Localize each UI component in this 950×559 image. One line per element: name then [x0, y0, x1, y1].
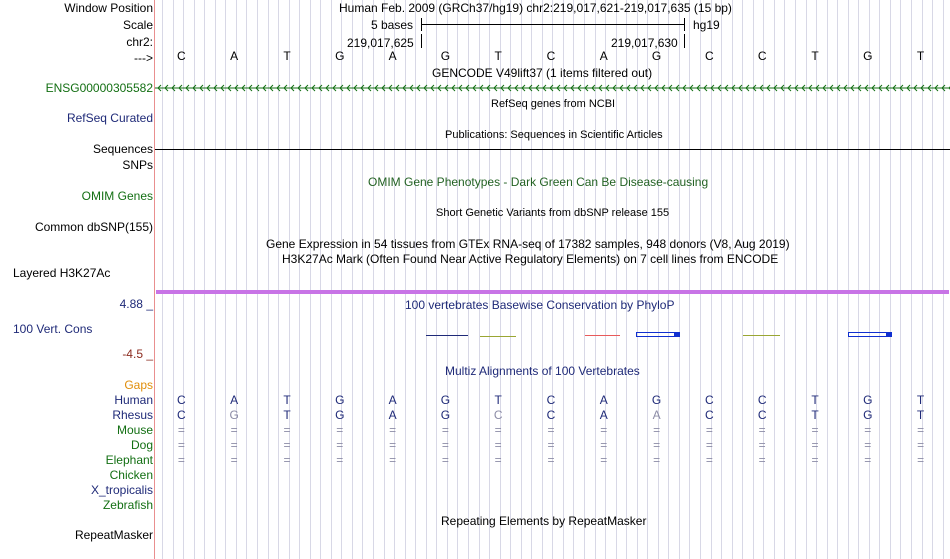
- mouse-alignment-base: =: [653, 423, 661, 437]
- rhesus-alignment-base: G: [229, 408, 239, 422]
- rhesus-alignment-base: C: [705, 408, 714, 422]
- repeatmasker-track-title: Repeating Elements by RepeatMasker: [441, 514, 647, 528]
- mouse-alignment-base: =: [336, 423, 344, 437]
- label-window-position: Window Position: [64, 1, 153, 15]
- label-layered-h3k27ac[interactable]: Layered H3K27Ac: [13, 266, 111, 280]
- sequence-base: T: [916, 49, 925, 63]
- elephant-alignment-base: =: [705, 453, 713, 467]
- rhesus-alignment-base: G: [863, 408, 873, 422]
- label-human[interactable]: Human: [114, 393, 153, 407]
- dog-alignment-base: =: [758, 438, 766, 452]
- label-strand-arrow: --->: [134, 51, 153, 65]
- mouse-alignment-base: =: [389, 423, 397, 437]
- dog-alignment-base: =: [283, 438, 291, 452]
- label-gene-id[interactable]: ENSG00000305582: [45, 81, 153, 95]
- rhesus-alignment-base: A: [388, 408, 397, 422]
- mouse-alignment-base: =: [864, 423, 872, 437]
- sequence-base: G: [335, 49, 345, 63]
- mouse-alignment-base: =: [547, 423, 555, 437]
- sequence-base: G: [440, 49, 451, 63]
- label-omim-genes[interactable]: OMIM Genes: [81, 189, 153, 203]
- mouse-alignment-base: =: [917, 423, 925, 437]
- multiz-track-title: Multiz Alignments of 100 Vertebrates: [445, 364, 640, 378]
- phylop-bar: [426, 335, 468, 336]
- ruler-tick-left: [421, 34, 422, 48]
- assembly-label: hg19: [693, 18, 720, 32]
- elephant-alignment-base: =: [389, 453, 397, 467]
- scale-bar-right-tick: [684, 18, 685, 31]
- dog-alignment-base: =: [547, 438, 555, 452]
- rhesus-alignment-base: T: [916, 408, 925, 422]
- scale-bar: [421, 24, 684, 25]
- scale-bar-left-tick: [421, 18, 422, 31]
- mouse-alignment-base: =: [705, 423, 713, 437]
- h3k27ac-track-title: H3K27Ac Mark (Often Found Near Active Regulatory Elements) on 7 cell lines from ENCODE: [282, 252, 779, 266]
- phylop-track-title: 100 vertebrates Basewise Conservation by PhyloP: [405, 298, 675, 312]
- elephant-alignment-base: =: [758, 453, 766, 467]
- dbsnp-track-title: Short Genetic Variants from dbSNP release 155: [436, 207, 670, 219]
- ruler-tick-right: [684, 34, 685, 48]
- label-gaps[interactable]: Gaps: [124, 378, 153, 392]
- label-mouse[interactable]: Mouse: [116, 423, 153, 437]
- sequence-base: T: [494, 49, 502, 63]
- rhesus-alignment-base: T: [283, 408, 291, 422]
- sequence-base: G: [863, 49, 873, 63]
- mouse-alignment-base: =: [283, 423, 291, 437]
- mouse-alignment-base: =: [230, 423, 238, 437]
- human-alignment-base: C: [177, 393, 186, 407]
- human-alignment-base: G: [335, 393, 345, 407]
- dog-alignment-base: =: [864, 438, 872, 452]
- dog-alignment-base: =: [653, 438, 661, 452]
- dog-alignment-base: =: [336, 438, 344, 452]
- label-chicken[interactable]: Chicken: [109, 468, 153, 482]
- gtex-track-title: Gene Expression in 54 tissues from GTEx RNA-seq of 17382 samples, 948 donors (V8, Aug 2019): [266, 237, 790, 251]
- window-position-title: Human Feb. 2009 (GRCh37/hg19) chr2:219,017,621-219,017,635 (15 bp): [339, 1, 732, 15]
- human-alignment-base: T: [283, 393, 291, 407]
- sequence-base: C: [705, 49, 714, 63]
- dog-alignment-base: =: [494, 438, 502, 452]
- label-cons-max: 4.88 _: [119, 297, 153, 311]
- label-rhesus[interactable]: Rhesus: [112, 408, 153, 422]
- rhesus-alignment-base: C: [177, 408, 186, 422]
- dog-alignment-base: =: [917, 438, 925, 452]
- sequence-base: T: [811, 49, 819, 63]
- label-sequences[interactable]: Sequences: [92, 142, 153, 156]
- rhesus-alignment-base: A: [599, 408, 608, 422]
- scale-text: 5 bases: [371, 18, 414, 32]
- rhesus-alignment-base: C: [493, 408, 503, 422]
- gene-model-arrows[interactable]: [155, 83, 950, 93]
- label-x-tropicalis[interactable]: X_tropicalis: [90, 483, 153, 497]
- label-dog[interactable]: Dog: [130, 438, 153, 452]
- mouse-alignment-base: =: [758, 423, 766, 437]
- human-alignment-base: G: [440, 393, 451, 407]
- sequence-base: T: [283, 49, 291, 63]
- elephant-alignment-base: =: [547, 453, 555, 467]
- dog-alignment-base: =: [600, 438, 608, 452]
- human-alignment-base: G: [651, 393, 662, 407]
- label-cons-min: -4.5 _: [122, 347, 153, 361]
- rhesus-alignment-base: G: [440, 408, 451, 422]
- gencode-track-title: GENCODE V49lift37 (1 items filtered out): [432, 66, 653, 80]
- sequence-base: C: [757, 49, 767, 63]
- phylop-bar: [743, 335, 780, 336]
- sequence-base: C: [546, 49, 556, 63]
- omim-track-title: OMIM Gene Phenotypes - Dark Green Can Be Disease-causing: [368, 175, 709, 189]
- human-alignment-base: C: [705, 393, 714, 407]
- sequence-base: C: [177, 49, 186, 63]
- mouse-alignment-base: =: [811, 423, 819, 437]
- human-alignment-base: A: [230, 393, 239, 407]
- elephant-alignment-base: =: [177, 453, 185, 467]
- dog-alignment-base: =: [705, 438, 713, 452]
- mouse-alignment-base: =: [441, 423, 449, 437]
- human-alignment-base: T: [916, 393, 925, 407]
- human-alignment-base: T: [494, 393, 502, 407]
- dog-alignment-base: =: [177, 438, 185, 452]
- rhesus-alignment-base: T: [811, 408, 819, 422]
- label-100-vert-cons[interactable]: 100 Vert. Cons: [13, 322, 93, 336]
- dog-alignment-base: =: [441, 438, 449, 452]
- phylop-bar: [585, 335, 620, 336]
- label-common-dbsnp[interactable]: Common dbSNP(155): [34, 220, 153, 234]
- sequence-base: G: [651, 49, 662, 63]
- publications-track-title: Publications: Sequences in Scientific Articles: [445, 129, 663, 141]
- h3k27ac-signal-bar[interactable]: [156, 290, 949, 294]
- refseq-track-title: RefSeq genes from NCBI: [491, 98, 616, 110]
- rhesus-alignment-base: C: [757, 408, 767, 422]
- human-alignment-base: C: [757, 393, 767, 407]
- sequence-base: A: [230, 49, 239, 63]
- dog-alignment-base: =: [389, 438, 397, 452]
- human-alignment-base: C: [546, 393, 556, 407]
- phylop-bar: [636, 332, 680, 338]
- human-alignment-base: A: [388, 393, 397, 407]
- rhesus-alignment-base: G: [335, 408, 345, 422]
- label-repeatmasker[interactable]: RepeatMasker: [74, 528, 153, 542]
- rhesus-alignment-base: A: [652, 408, 661, 422]
- elephant-alignment-base: =: [336, 453, 344, 467]
- human-alignment-base: T: [811, 393, 819, 407]
- sequence-base: A: [388, 49, 397, 63]
- label-elephant[interactable]: Elephant: [105, 453, 153, 467]
- human-alignment-base: G: [863, 393, 873, 407]
- human-alignment-base: A: [599, 393, 608, 407]
- sequences-line: [155, 149, 950, 150]
- mouse-alignment-base: =: [494, 423, 502, 437]
- sequence-base: A: [599, 49, 608, 63]
- rhesus-alignment-base: C: [546, 408, 556, 422]
- dog-alignment-base: =: [811, 438, 819, 452]
- elephant-alignment-base: =: [864, 453, 872, 467]
- phylop-bar: [848, 332, 892, 338]
- elephant-alignment-base: =: [811, 453, 819, 467]
- elephant-alignment-base: =: [441, 453, 449, 467]
- ruler-position-right: 219,017,630: [611, 36, 678, 50]
- elephant-alignment-base: =: [600, 453, 608, 467]
- label-snps[interactable]: SNPs: [122, 158, 153, 172]
- phylop-bar: [480, 336, 516, 337]
- elephant-alignment-base: =: [917, 453, 925, 467]
- label-chr: chr2:: [126, 35, 153, 49]
- label-refseq-curated[interactable]: RefSeq Curated: [66, 111, 153, 125]
- mouse-alignment-base: =: [177, 423, 185, 437]
- mouse-alignment-base: =: [600, 423, 608, 437]
- ruler-position-left: 219,017,625: [347, 36, 414, 50]
- elephant-alignment-base: =: [283, 453, 291, 467]
- dog-alignment-base: =: [230, 438, 238, 452]
- label-zebrafish[interactable]: Zebrafish: [102, 498, 153, 512]
- elephant-alignment-base: =: [230, 453, 238, 467]
- elephant-alignment-base: =: [494, 453, 502, 467]
- label-scale: Scale: [122, 18, 153, 32]
- elephant-alignment-base: =: [653, 453, 661, 467]
